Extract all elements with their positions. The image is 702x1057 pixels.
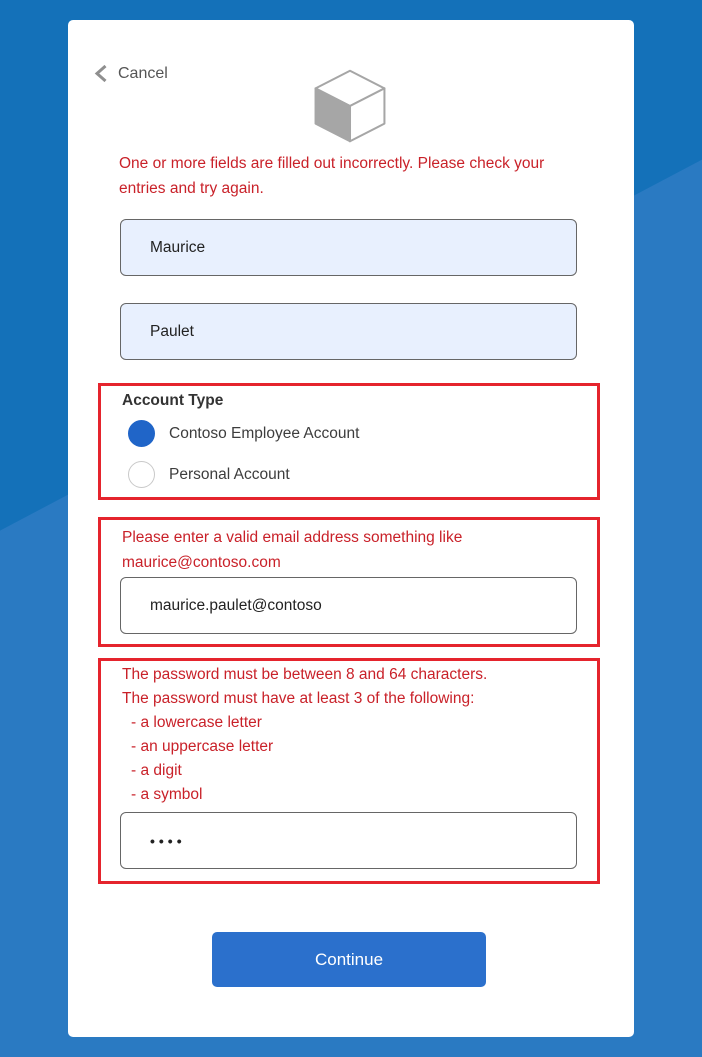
email-input[interactable] [120,577,577,634]
password-requirement: - a lowercase letter [131,714,262,731]
password-error-line: The password must be between 8 and 64 characters. [122,666,488,683]
password-error-line: The password must have at least 3 of the following: [122,690,475,707]
radio-label: Personal Account [169,465,290,483]
password-error-box [98,658,600,884]
cube-logo-icon [308,66,392,146]
password-requirement: - a digit [131,762,182,779]
email-error-box [98,517,600,647]
radio-label: Contoso Employee Account [169,424,360,442]
page-error-message: One or more fields are filled out incorrectly. Please check your entries and try again. [119,155,545,197]
chevron-left-icon [94,64,108,83]
password-requirement: - a symbol [131,786,203,803]
signup-card [68,20,634,1037]
radio-personal-account[interactable] [128,461,290,488]
password-requirement: - an uppercase letter [131,738,274,755]
email-error-message: Please enter a valid email address something like maurice@contoso.com [122,529,463,571]
password-input[interactable] [120,812,577,869]
account-type-label: Account Type [122,392,224,409]
radio-unselected-icon[interactable] [128,461,155,488]
account-type-error-box [98,383,600,500]
radio-selected-icon[interactable] [128,420,155,447]
cancel-button[interactable] [94,64,168,83]
continue-button[interactable]: Continue [212,932,486,987]
cancel-label: Cancel [118,64,168,82]
radio-contoso-employee-account[interactable] [128,420,359,447]
password-error-message [122,663,582,807]
first-name-input[interactable] [120,219,577,276]
last-name-input[interactable] [120,303,577,360]
